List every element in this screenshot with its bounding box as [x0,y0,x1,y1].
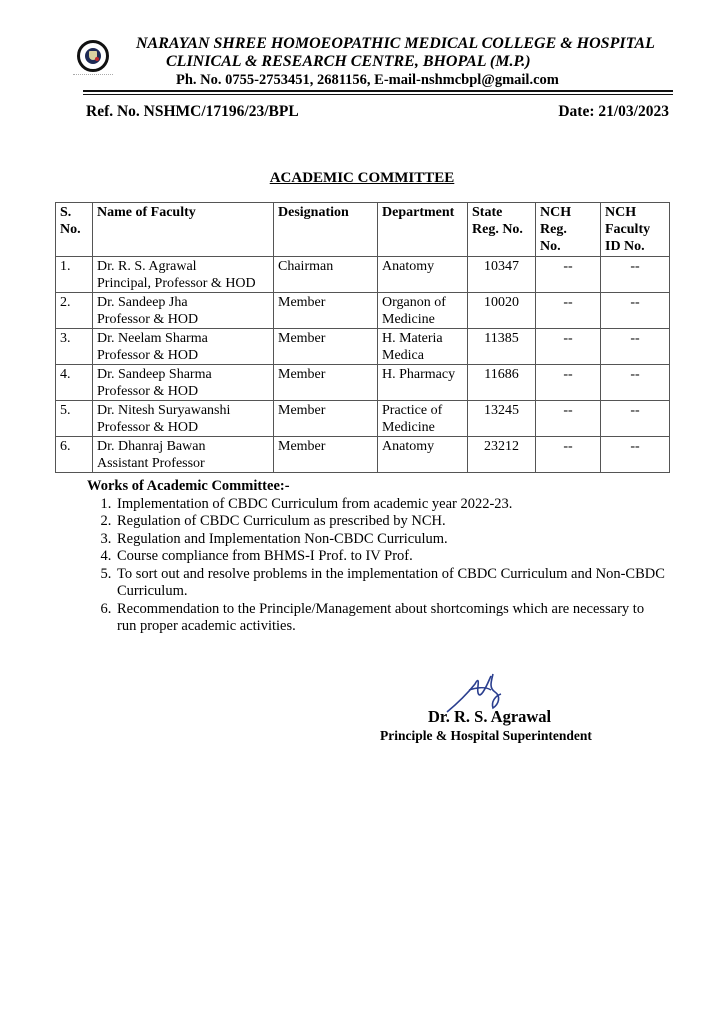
faculty-name: Dr. R. S. Agrawal [97,259,197,274]
cell-nch-reg: -- [536,437,601,473]
emblem-red-mark [95,57,99,61]
header-state-reg: State Reg. No. [468,203,536,257]
cell-sno: 1. [56,257,93,293]
faculty-title: Professor & HOD [97,348,199,363]
cell-nch-faculty-id: -- [601,293,670,329]
works-list [87,496,667,636]
faculty-name: Dr. Nitesh Suryawanshi [97,403,231,418]
signatory-name: Dr. R. S. Agrawal [428,707,552,726]
cell-department: H. Materia Medica [378,329,468,365]
cell-nch-faculty-id: -- [601,365,670,401]
cell-state-reg: 23212 [468,437,536,473]
table-row [56,257,670,293]
cell-faculty [93,329,274,365]
document-title: ACADEMIC COMMITTEE [269,170,455,186]
faculty-title: Professor & HOD [97,384,199,399]
reference-number: Ref. No. NSHMC/17196/23/BPL [86,103,299,120]
cell-nch-faculty-id: -- [601,329,670,365]
letterhead-divider-thin [83,94,673,95]
signature-stroke [491,674,501,708]
institution-name: NARAYAN SHREE HOMOEOPATHIC MEDICAL COLLEGE & HOSPITAL [136,35,655,52]
header-name: Name of Faculty [93,203,274,257]
header-designation: Designation [274,203,378,257]
cell-designation: Member [274,401,378,437]
works-item: 3. Regulation and Implementation Non-CBDC Curriculum. [115,531,667,549]
cell-sno: 5. [56,401,93,437]
cell-department: Anatomy [378,257,468,293]
committee-table [55,202,670,473]
faculty-title: Professor & HOD [97,420,199,435]
table-row [56,329,670,365]
faculty-name: Dr. Sandeep Sharma [97,367,212,382]
cell-nch-reg: -- [536,365,601,401]
cell-nch-faculty-id: -- [601,437,670,473]
works-item: 1. Implementation of CBDC Curriculum from academic year 2022-23. [115,496,667,514]
signatory-role: Principle & Hospital Superintendent [380,728,592,743]
cell-sno: 2. [56,293,93,329]
cell-nch-faculty-id: -- [601,401,670,437]
table-row [56,365,670,401]
cell-designation: Member [274,293,378,329]
works-heading: Works of Academic Committee:- [87,478,290,494]
cell-nch-reg: -- [536,293,601,329]
header-department: Department [378,203,468,257]
cell-state-reg: 13245 [468,401,536,437]
cell-sno: 3. [56,329,93,365]
table-row [56,401,670,437]
table-row [56,293,670,329]
cell-designation: Member [274,329,378,365]
letterhead-divider-thick [83,90,673,92]
institution-subtitle: CLINICAL & RESEARCH CENTRE, BHOPAL (M.P.) [166,53,531,70]
contact-line: Ph. No. 0755-2753451, 2681156, E-mail-nshmcbpl@gmail.com [176,72,559,88]
cell-nch-reg: -- [536,401,601,437]
works-section [87,478,667,636]
cell-sno: 6. [56,437,93,473]
cell-state-reg: 10020 [468,293,536,329]
cell-nch-reg: -- [536,329,601,365]
works-item: 6. Recommendation to the Principle/Management about shortcomings which are necessary to run proper academic activities. [115,601,667,636]
header-sno: S. No. [56,203,93,257]
cell-designation: Chairman [274,257,378,293]
table-row [56,437,670,473]
cell-department: Practice of Medicine [378,401,468,437]
faculty-name: Dr. Neelam Sharma [97,331,208,346]
cell-sno: 4. [56,365,93,401]
cell-state-reg: 10347 [468,257,536,293]
document-title-wrap [0,170,724,187]
works-item: 4. Course compliance from BHMS-I Prof. to IV Prof. [115,548,667,566]
header-nch-reg: NCH Reg. No. [536,203,601,257]
document-date: Date: 21/03/2023 [558,103,669,120]
cell-faculty [93,437,274,473]
header-nch-faculty-id: NCH Faculty ID No. [601,203,670,257]
cell-faculty [93,401,274,437]
faculty-name: Dr. Dhanraj Bawan [97,439,206,454]
works-item: 5. To sort out and resolve problems in the implementation of CBDC Curriculum and Non-CBDC Curriculum. [115,566,667,601]
cell-state-reg: 11686 [468,365,536,401]
faculty-title: Principal, Professor & HOD [97,276,256,291]
cell-department: Anatomy [378,437,468,473]
cell-nch-reg: -- [536,257,601,293]
cell-faculty [93,365,274,401]
faculty-title: Assistant Professor [97,456,205,471]
college-emblem-icon [77,40,109,72]
cell-department: H. Pharmacy [378,365,468,401]
cell-state-reg: 11385 [468,329,536,365]
emblem-caption [73,74,113,77]
cell-department: Organon of Medicine [378,293,468,329]
cell-faculty [93,257,274,293]
faculty-name: Dr. Sandeep Jha [97,295,188,310]
table-header-row [56,203,670,257]
cell-designation: Member [274,365,378,401]
cell-designation: Member [274,437,378,473]
faculty-title: Professor & HOD [97,312,199,327]
cell-faculty [93,293,274,329]
works-item: 2. Regulation of CBDC Curriculum as prescribed by NCH. [115,513,667,531]
cell-nch-faculty-id: -- [601,257,670,293]
